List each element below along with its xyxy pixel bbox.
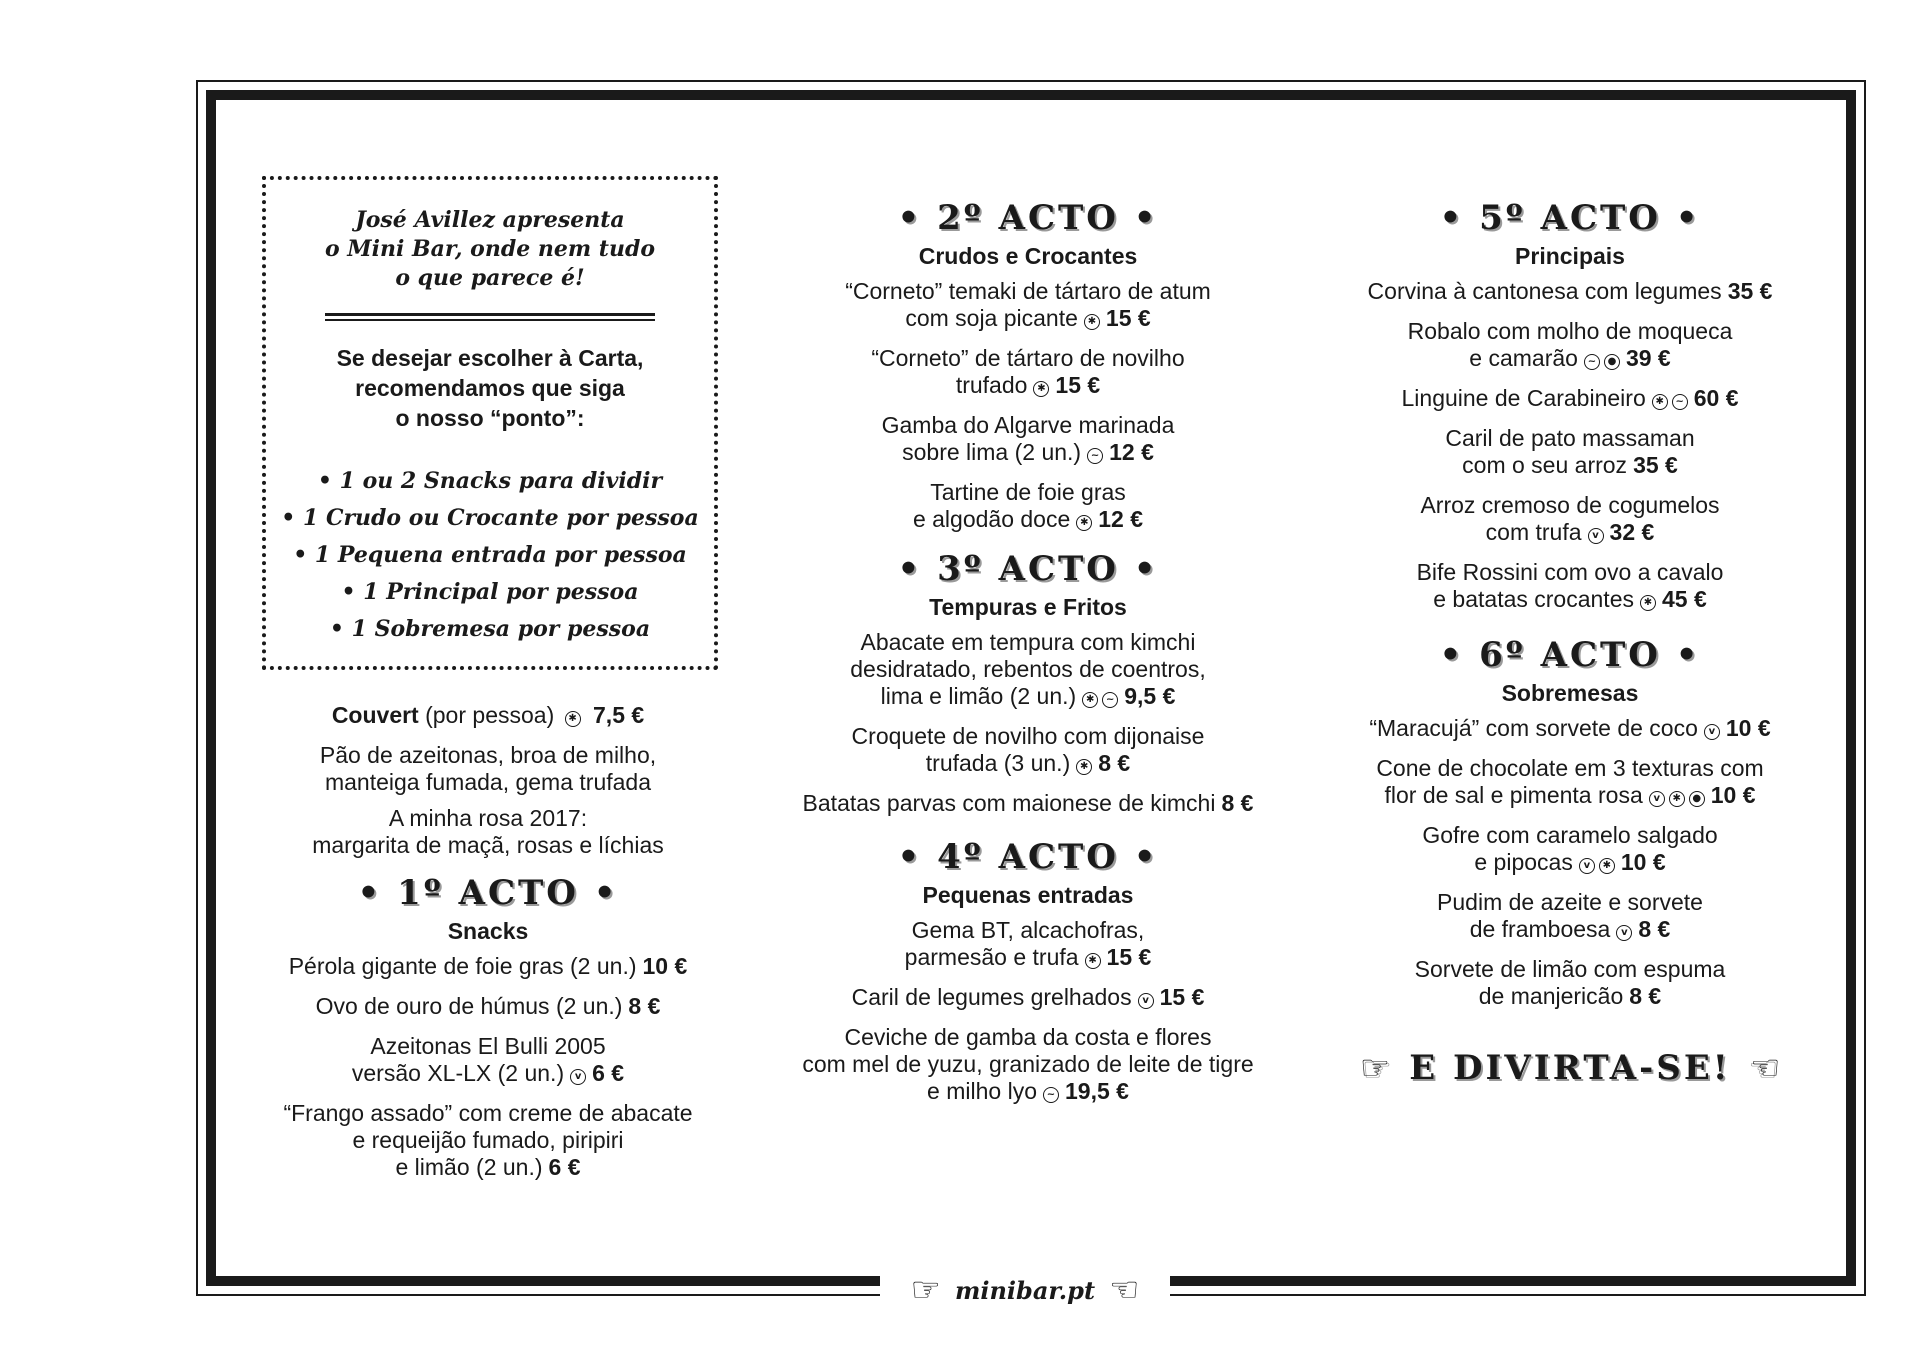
menu-item [262,1033,714,1087]
gluten-icon: ✱ [1640,595,1656,611]
spicy-icon: ~ [1043,1087,1059,1103]
menu-item-text: Croquete de novilho com dijonaise [851,723,1205,749]
menu-item-price: 39 € [1625,345,1671,371]
menu-item-price: 10 € [1725,715,1771,741]
gluten-icon: ✱ [565,711,581,727]
menu-item-text: e milho lyo [927,1078,1037,1104]
menu-item-price: 10 € [1710,782,1756,808]
menu-item [262,1100,714,1181]
left-column [262,702,714,1194]
menu-item-price: 10 € [642,953,688,979]
menu-item-text: Sorvete de limão com espuma [1414,956,1726,982]
couvert-detail: A minha rosa 2017: margarita de maçã, rosas e líchias [312,805,664,858]
menu-item [1330,822,1810,876]
menu-item-text: com trufa [1485,519,1582,545]
menu-item-text: lima e limão (2 un.) [880,683,1077,709]
pointing-hand-right-icon: ☞ [910,1270,941,1310]
menu-item-price: 12 € [1098,506,1144,532]
act-title: • 1º ACTO • [357,873,619,913]
act-section-1 [262,871,714,1181]
menu-item-price: 35 € [1633,452,1678,478]
act-subtitle: Sobremesas [1501,680,1639,706]
right-column [1330,196,1810,1088]
footer-url[interactable]: minibar.pt [954,1275,1096,1305]
menu-item-text: Bife Rossini com ovo a cavalo [1416,559,1724,585]
menu-item-text: Batatas parvas com maionese de kimchi [802,790,1216,816]
gluten-icon: ✱ [1599,858,1615,874]
gluten-icon: ✱ [1084,314,1100,330]
menu-item-text: Abacate em tempura com kimchi [860,629,1196,655]
intro-step: • 1 Principal por pessoa [341,579,639,605]
menu-item [1330,278,1810,305]
menu-item-price: 60 € [1693,385,1739,411]
menu-item-price: 8 € [1221,790,1254,816]
closing-line [1330,1048,1810,1088]
menu-item-price: 8 € [1629,983,1662,1009]
footer [880,1262,1170,1318]
menu-item-text: Pudim de azeite e sorvete [1437,889,1703,915]
menu-item-price: 15 € [1159,984,1205,1010]
intro-box [262,176,718,670]
menu-item [1330,318,1810,372]
menu-item-price: 15 € [1055,372,1101,398]
intro-step: • 1 Sobremesa por pessoa [329,616,651,642]
menu-item-text: Azeitonas El Bulli 2005 [370,1033,606,1059]
act-subtitle: Crudos e Crocantes [918,243,1138,269]
menu-item [1330,755,1810,809]
pointing-hand-left-icon: ☞ [1109,1270,1140,1310]
gluten-icon: ✱ [1033,381,1049,397]
menu-item-text: versão XL-LX (2 un.) [351,1060,565,1086]
menu-item-text: Arroz cremoso de cogumelos [1420,492,1720,518]
act-title: • 2º ACTO • [897,198,1159,238]
menu-item-text: de manjericão [1478,983,1624,1009]
menu-item-price: 15 € [1105,305,1151,331]
menu-item-text: e limão (2 un.) [395,1154,543,1180]
menu-item-text: “Maracujá” com sorvete de coco [1369,715,1698,741]
menu-item-price: 8 € [1638,916,1671,942]
menu-item [768,412,1288,466]
menu-item-text: trufada (3 un.) [925,750,1071,776]
gluten-icon: ✱ [1076,759,1092,775]
menu-item-text: Ovo de ouro de húmus (2 un.) [315,993,623,1019]
pointing-hand-right-icon: ☞ [1359,1048,1394,1088]
menu-item [1330,425,1810,479]
menu-item [1330,385,1810,412]
pointing-hand-left-icon: ☞ [1746,1048,1781,1088]
menu-item [768,1024,1288,1105]
menu-item-price: 35 € [1727,278,1773,304]
act-section-5 [1330,196,1810,613]
menu-item [262,953,714,980]
menu-item [768,629,1288,710]
menu-item [1330,715,1810,742]
menu-item-text: com mel de yuzu, granizado de leite de tigre [802,1051,1254,1077]
spicy-icon: ~ [1087,448,1103,464]
menu-item-price: 19,5 € [1064,1078,1129,1104]
menu-item-text: Linguine de Carabineiro [1401,385,1646,411]
menu-item-text: desidratado, rebentos de coentros, [850,656,1206,682]
vegetarian-icon: v [1704,724,1720,740]
menu-item-text: “Corneto” de tártaro de novilho [871,345,1185,371]
menu-item [1330,559,1810,613]
vegetarian-icon: v [1649,791,1665,807]
menu-item-text: Tartine de foie gras [930,479,1126,505]
menu-item-text: Ceviche de gamba da costa e flores [844,1024,1212,1050]
menu-item [768,790,1288,817]
gluten-icon: ✱ [1082,692,1098,708]
menu-item-text: de framboesa [1469,916,1611,942]
closing-text: E DIVIRTA-SE! [1409,1048,1731,1088]
menu-item-text: flor de sal e pimenta rosa [1384,782,1643,808]
spicy-icon: ~ [1672,394,1688,410]
menu-item [1330,889,1810,943]
couvert-item [262,702,714,729]
menu-item-text: Corvina à cantonesa com legumes [1367,278,1722,304]
menu-item-price: 15 € [1106,944,1152,970]
intro-steps-list [266,463,714,648]
gluten-icon: ✱ [1669,791,1685,807]
menu-item-text: e requeijão fumado, piripiri [352,1127,624,1153]
gluten-icon: ✱ [1085,953,1101,969]
menu-item [768,345,1288,399]
menu-item-text: trufado [955,372,1028,398]
menu-item-text: Caril de legumes grelhados [851,984,1132,1010]
vegetarian-icon: v [1588,528,1604,544]
act-subtitle: Snacks [447,918,529,944]
gluten-icon: ✱ [1652,394,1668,410]
act-section-6 [1330,633,1810,1010]
act-title: • 3º ACTO • [897,549,1159,589]
couvert-note: (por pessoa) [425,702,555,728]
menu-item-text: Caril de pato massaman [1445,425,1695,451]
vegetarian-icon: v [570,1069,586,1085]
menu-item-text: com soja picante [905,305,1078,331]
menu-item-price: 8 € [628,993,661,1019]
menu-item-text: Robalo com molho de moqueca [1407,318,1733,344]
menu-item [1330,956,1810,1010]
menu-item-text: Gamba do Algarve marinada [881,412,1175,438]
gluten-icon: ✱ [1076,515,1092,531]
act-subtitle: Principais [1515,243,1625,269]
menu-item [1330,492,1810,546]
intro-step: • 1 Crudo ou Crocante por pessoa [281,505,699,531]
act-subtitle: Pequenas entradas [922,882,1134,908]
middle-column [768,196,1288,1118]
menu-item-text: “Frango assado” com creme de abacate [283,1100,693,1126]
menu-item-text: parmesão e trufa [904,944,1079,970]
menu-item-text: Pérola gigante de foie gras (2 un.) [288,953,637,979]
menu-item [262,993,714,1020]
menu-item-text: Gofre com caramelo salgado [1422,822,1718,848]
intro-step: • 1 Pequena entrada por pessoa [293,542,687,568]
menu-item [768,917,1288,971]
menu-item-price: 6 € [548,1154,581,1180]
act-section-3 [768,547,1288,817]
couvert-label: Couvert [331,702,419,728]
menu-item [768,723,1288,777]
menu-item [768,479,1288,533]
menu-item-text: e camarão [1469,345,1578,371]
intro-title: José Avillez apresenta o Mini Bar, onde nem tudo o que parece é! [324,207,656,291]
spicy-icon: ~ [1102,692,1118,708]
act-section-2 [768,196,1288,533]
act-title: • 4º ACTO • [897,837,1159,877]
menu-item-price: 12 € [1109,439,1154,465]
menu-item-price: 45 € [1661,586,1707,612]
double-rule-divider [325,313,655,321]
menu-item-text: e algodão doce [912,506,1071,532]
act-subtitle: Tempuras e Fritos [929,594,1127,620]
menu-item-text: Gema BT, alcachofras, [911,917,1145,943]
vegetarian-icon: v [1138,993,1154,1009]
menu-item-price: 6 € [592,1060,625,1086]
intro-step: • 1 ou 2 Snacks para dividir [317,468,663,494]
intro-recommendation: Se desejar escolher à Carta, recomendamos que siga o nosso “ponto”: [336,345,644,431]
menu-item-price: 10 € [1620,849,1666,875]
menu-item [768,984,1288,1011]
menu-item-text: Cone de chocolate em 3 texturas com [1376,755,1764,781]
menu-item-price: 8 € [1098,750,1131,776]
nuts-icon: ● [1604,354,1620,370]
vegetarian-icon: v [1616,925,1632,941]
menu-item-text: e pipocas [1474,849,1573,875]
menu-item-text: sobre lima (2 un.) [902,439,1082,465]
menu-item-price: 9,5 € [1124,683,1176,709]
couvert-detail: Pão de azeitonas, broa de milho, manteiga fumada, gema trufada [319,742,657,795]
vegetarian-icon: v [1579,858,1595,874]
act-section-4 [768,835,1288,1105]
menu-item-text: com o seu arroz [1462,452,1628,478]
menu-item-price: 32 € [1609,519,1655,545]
act-title: • 6º ACTO • [1439,635,1701,675]
menu-item-text: “Corneto” temaki de tártaro de atum [845,278,1211,304]
nuts-icon: ● [1689,791,1705,807]
menu-item [768,278,1288,332]
act-title: • 5º ACTO • [1439,198,1701,238]
menu-item-text: e batatas crocantes [1433,586,1634,612]
spicy-icon: ~ [1584,354,1600,370]
couvert-price: 7,5 € [593,702,645,728]
